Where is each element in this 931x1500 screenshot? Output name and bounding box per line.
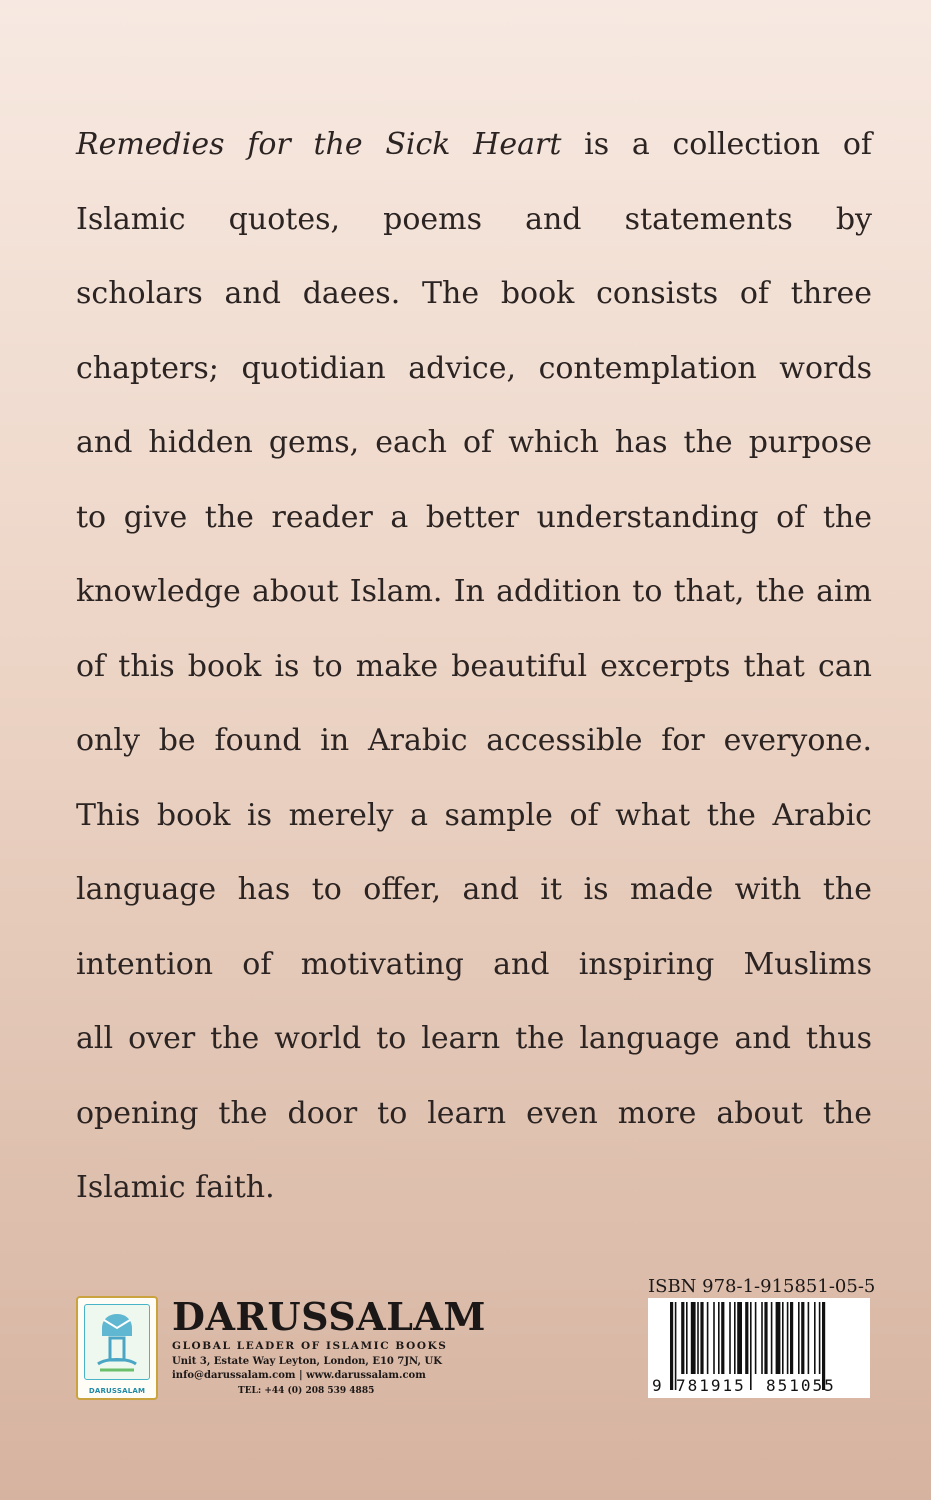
quran-on-stand-logo-icon	[88, 1306, 146, 1382]
barcode	[648, 1298, 870, 1398]
blurb-line: to give the reader a better understanding of the	[76, 499, 872, 535]
barcode-digits-left: 781915	[676, 1376, 746, 1395]
barcode-bar	[718, 1302, 720, 1374]
publisher-block	[76, 1294, 496, 1404]
barcode-bar	[721, 1302, 724, 1374]
barcode-digits	[648, 1376, 870, 1396]
blurb-line: intention of motivating and inspiring Muslims	[76, 946, 872, 982]
barcode-bar	[713, 1302, 715, 1374]
publisher-name: DARUSSALAM	[172, 1294, 486, 1339]
barcode-bar	[691, 1302, 696, 1374]
blurb-line: only be found in Arabic accessible for everyone.	[76, 723, 872, 758]
blurb-line: Remedies for the Sick Heart is a collection of	[76, 127, 872, 162]
blurb-line: This book is merely a sample of what the Arabic	[76, 797, 872, 833]
blurb-line: opening the door to learn even more about the	[76, 1095, 872, 1131]
barcode-bar	[771, 1302, 773, 1374]
barcode-bar	[755, 1302, 757, 1374]
barcode-bar	[737, 1302, 742, 1374]
barcode-bar	[707, 1302, 709, 1374]
barcode-bar	[790, 1302, 793, 1374]
publisher-tagline: GLOBAL LEADER OF ISLAMIC BOOKS	[172, 1340, 448, 1352]
barcode-bar	[761, 1302, 763, 1374]
barcode-bar	[681, 1302, 684, 1374]
isbn-label: ISBN 978-1-915851-05-5	[648, 1276, 876, 1297]
barcode-digit-lead: 9	[652, 1376, 662, 1395]
barcode-bar	[819, 1302, 821, 1374]
publisher-phone: TEL: +44 (0) 208 539 4885	[238, 1386, 375, 1396]
blurb-line: and hidden gems, each of which has the purpose	[76, 425, 872, 460]
barcode-bar	[801, 1302, 804, 1374]
blurb-line: of this book is to make beautiful excerpts that can	[76, 648, 872, 684]
barcode-bar	[734, 1302, 736, 1374]
barcode-bar	[808, 1302, 810, 1374]
publisher-contact: info@darussalam.com | www.darussalam.com	[172, 1370, 426, 1381]
barcode-digits-right: 851055	[766, 1376, 836, 1395]
blurb-line: Islamic faith.	[76, 1170, 275, 1205]
blurb-line: Islamic quotes, poems and statements by	[76, 201, 872, 237]
barcode-bar	[686, 1302, 688, 1374]
blurb-line: language has to offer, and it is made with the	[76, 872, 872, 907]
barcode-bar	[782, 1302, 784, 1374]
back-cover-blurb	[76, 108, 872, 1226]
barcode-bar	[787, 1302, 789, 1374]
barcode-bar	[764, 1302, 767, 1374]
barcode-bar	[745, 1302, 748, 1374]
barcode-bar	[697, 1302, 699, 1374]
isbn-block	[648, 1276, 876, 1400]
publisher-address: Unit 3, Estate Way Leyton, London, E10 7JN, UK	[172, 1356, 442, 1367]
blurb-line: scholars and daees. The book consists of three	[76, 276, 872, 311]
barcode-bar	[729, 1302, 731, 1374]
barcode-bar	[814, 1302, 816, 1374]
barcode-bar	[776, 1302, 781, 1374]
book-title: Remedies for the Sick Heart	[76, 127, 562, 162]
barcode-bar	[798, 1302, 800, 1374]
barcode-bar	[700, 1302, 703, 1374]
blurb-line: knowledge about Islam. In addition to that, the aim	[76, 574, 872, 609]
logo-caption: DARUSSALAM	[88, 1387, 146, 1395]
publisher-logo	[76, 1296, 158, 1400]
blurb-line: chapters; quotidian advice, contemplation words	[76, 350, 872, 386]
blurb-line: all over the world to learn the language and thus	[76, 1021, 872, 1056]
